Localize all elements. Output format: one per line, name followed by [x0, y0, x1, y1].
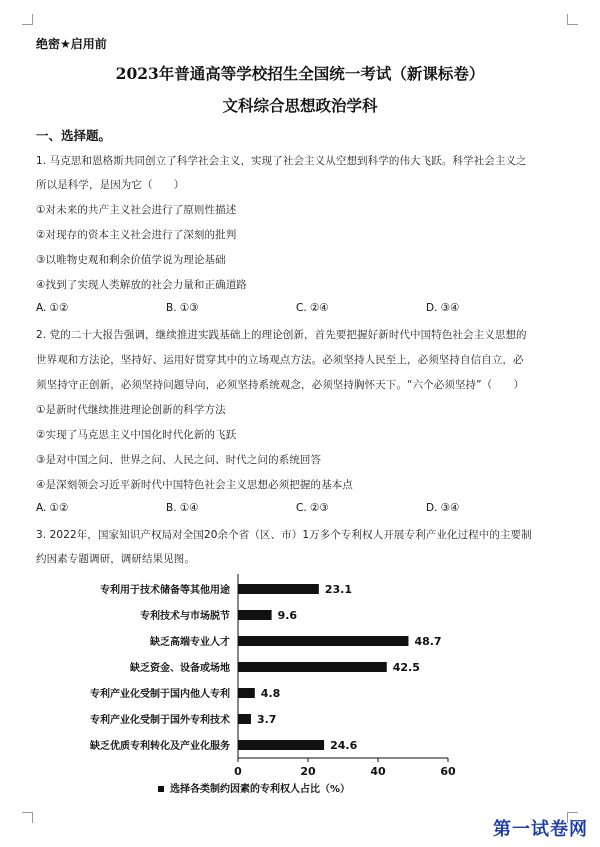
category-label: 缺乏高端专业人才 [150, 637, 230, 648]
value-label: 4.8 [260, 687, 281, 700]
bar [238, 584, 319, 594]
section-heading: 一、选择题。 [36, 128, 112, 143]
q3-stem-line: 3. 2022年，国家知识产权局对全国20余个省（区、市）1万多个专利权人开展专利产业化过程中的主要制 [36, 529, 532, 541]
q2-stem-line: 2. 党的二十大报告强调，继续推进实践基础上的理论创新，首先要把握好新时代中国特色社会主义思想的 [36, 329, 527, 341]
q3-stem-line: 约因素专题调研，调研结果见图。 [36, 553, 195, 565]
value-label: 9.6 [277, 609, 298, 622]
q1-option-c[interactable]: C. ②④ [296, 302, 329, 314]
value-label: 42.5 [392, 661, 420, 674]
bar [238, 688, 255, 698]
bar [238, 636, 408, 646]
exam-subtitle: 文科综合思想政治学科 [222, 96, 378, 115]
q2-option-c[interactable]: C. ②③ [296, 502, 329, 514]
chart-legend [158, 780, 350, 795]
q1-item: ①对未来的共产主义社会进行了原则性描述 [36, 204, 237, 216]
secret-mark: 绝密★启用前 [36, 37, 107, 51]
category-label: 专利用于技术储备等其他用途 [100, 585, 230, 596]
x-tick-label: 40 [370, 765, 386, 778]
exam-title: 2023年普通高等学校招生全国统一考试（新课标卷） [115, 64, 485, 83]
q2-item: ④是深刻领会习近平新时代中国特色社会主义思想必须把握的基本点 [36, 479, 353, 491]
q2-stem-line: 世界观和方法论，坚持好、运用好贯穿其中的立场观点方法。必须坚持人民至上，必须坚持自信自立，必 [36, 354, 524, 366]
site-watermark: 第一试卷网 [493, 819, 588, 840]
category-label: 专利产业化受制于国外专利技术 [90, 715, 230, 726]
q1-stem-line: 1. 马克思和恩格斯共同创立了科学社会主义，实现了社会主义从空想到科学的伟大飞跃。科学社会主义之 [36, 155, 527, 167]
value-label: 48.7 [414, 635, 442, 648]
q1-item: ③以唯物史观和剩余价值学说为理论基础 [36, 254, 226, 266]
q1-option-a[interactable]: A. ①② [36, 302, 69, 314]
q2-option-b[interactable]: B. ①④ [166, 502, 199, 514]
q2-stem-line: 须坚持守正创新，必须坚持问题导向，必须坚持系统观念，必须坚持胸怀天下。“六个必须坚持”（ ） [36, 379, 525, 391]
q1-option-b[interactable]: B. ①③ [166, 302, 199, 314]
value-label: 23.1 [324, 583, 352, 596]
q1-item: ②对现存的资本主义社会进行了深刻的批判 [36, 229, 237, 241]
category-label: 缺乏资金、设备或场地 [130, 663, 230, 674]
category-label: 缺乏优质专利转化及产业化服务 [90, 741, 230, 752]
x-tick-label: 0 [234, 765, 242, 778]
legend-label: 选择各类制约因素的专利权人占比（%） [170, 784, 351, 795]
crop-mark-top-right [567, 14, 578, 25]
legend-swatch [158, 786, 164, 792]
value-label: 24.6 [330, 739, 358, 752]
bar [238, 610, 272, 620]
q2-option-d[interactable]: D. ③④ [426, 502, 460, 514]
crop-mark-bottom-left [22, 812, 33, 823]
q1-option-d[interactable]: D. ③④ [426, 302, 460, 314]
bar [238, 662, 387, 672]
bar [238, 714, 251, 724]
crop-mark-top-left [22, 14, 33, 25]
category-label: 专利产业化受制于国内他人专利 [90, 689, 230, 700]
q1-stem-line: 所以是科学，是因为它（ ） [36, 179, 185, 191]
bar-chart [30, 570, 470, 810]
x-tick-label: 20 [300, 765, 316, 778]
q1-item: ④找到了实现人类解放的社会力量和正确道路 [36, 279, 247, 291]
x-tick-label: 60 [440, 765, 456, 778]
value-label: 3.7 [256, 713, 277, 726]
q2-option-a[interactable]: A. ①② [36, 502, 69, 514]
q2-item: ①是新时代继续推进理论创新的科学方法 [36, 404, 226, 416]
bar [238, 740, 324, 750]
q2-item: ②实现了马克思主义中国化时代化新的飞跃 [36, 429, 237, 441]
category-label: 专利技术与市场脱节 [140, 611, 230, 622]
q2-item: ③是对中国之问、世界之问、人民之问、时代之问的系统回答 [36, 454, 322, 466]
